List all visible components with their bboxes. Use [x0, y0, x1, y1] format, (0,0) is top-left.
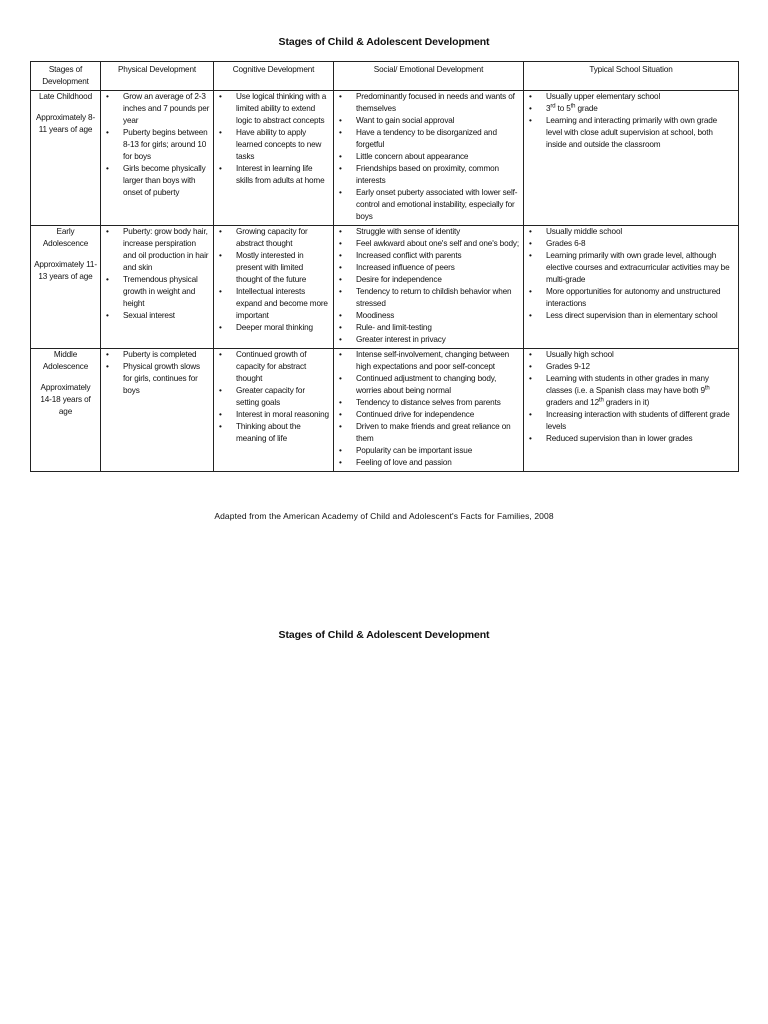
list-item: • Interest in learning life skills from adults at home: [217, 163, 330, 187]
cognitive-cell: [214, 349, 334, 472]
list-item: • Grow an average of 2-3 inches and 7 pounds per year: [104, 91, 210, 127]
list-item: • Puberty: grow body hair, increase perspiration and oil production in hair and skin: [104, 226, 210, 274]
list-item: • Interest in moral reasoning: [217, 409, 330, 421]
list-item: • Learning with students in other grades in many classes (i.e. a Spanish class may have both 9th graders and 12th graders in it): [527, 373, 735, 409]
cognitive-list: [217, 91, 330, 187]
list-item: • Intellectual interests expand and become more important: [217, 286, 330, 322]
table-row: [31, 226, 739, 349]
list-item: • More opportunities for autonomy and unstructured interactions: [527, 286, 735, 310]
list-item: • Have a tendency to be disorganized and forgetful: [337, 127, 520, 151]
list-item: • Desire for independence: [337, 274, 520, 286]
list-item: • Early onset puberty associated with lower self-control and emotional instability, especially for boys: [337, 187, 520, 223]
list-item: • Increasing interaction with students of different grade levels: [527, 409, 735, 433]
list-item: • Tendency to distance selves from parents: [337, 397, 520, 409]
list-item: • Increased influence of peers: [337, 262, 520, 274]
list-item: • Feeling of love and passion: [337, 457, 520, 469]
stage-cell: [31, 349, 101, 472]
social-list: [337, 91, 520, 223]
list-item: • Continued adjustment to changing body, worries about being normal: [337, 373, 520, 397]
list-item: • Intense self-involvement, changing between high expectations and poor self-concept: [337, 349, 520, 373]
cognitive-list: [217, 226, 330, 334]
list-item: • Tremendous physical growth in weight and height: [104, 274, 210, 310]
list-item: • Rule- and limit-testing: [337, 322, 520, 334]
social-list: [337, 226, 520, 346]
list-item: • Friendships based on proximity, common interests: [337, 163, 520, 187]
stage-cell: [31, 91, 101, 226]
list-item: • Tendency to return to childish behavior when stressed: [337, 286, 520, 310]
list-item: • Have ability to apply learned concepts to new tasks: [217, 127, 330, 163]
header-physical: Physical Development: [101, 62, 214, 91]
list-item: • Reduced supervision than in lower grades: [527, 433, 735, 445]
list-item: • Sexual interest: [104, 310, 210, 322]
list-item: • Usually upper elementary school: [527, 91, 735, 103]
school-list: [527, 91, 735, 151]
social-cell: [334, 91, 524, 226]
physical-list: [104, 226, 210, 322]
stage-cell: [31, 226, 101, 349]
list-item: • Little concern about appearance: [337, 151, 520, 163]
list-item: • Learning primarily with own grade level, although elective courses and extracurricular activities may be multi-grade: [527, 250, 735, 286]
physical-cell: [101, 91, 214, 226]
list-item: • Continued growth of capacity for abstract thought: [217, 349, 330, 385]
source-caption: Adapted from the American Academy of Child and Adolescent's Facts for Families, 2008: [214, 511, 554, 521]
list-item: • Physical growth slows for girls, continues for boys: [104, 361, 210, 397]
list-item: • Moodiness: [337, 310, 520, 322]
cognitive-cell: [214, 226, 334, 349]
list-item: • Less direct supervision than in elementary school: [527, 310, 735, 322]
list-item: • Mostly interested in present with limited thought of the future: [217, 250, 330, 286]
school-list: [527, 349, 735, 445]
table-row: [31, 91, 739, 226]
social-cell: [334, 349, 524, 472]
list-item: • Struggle with sense of identity: [337, 226, 520, 238]
list-item: • Driven to make friends and great reliance on them: [337, 421, 520, 445]
list-item: • 3rd to 5th grade: [527, 103, 735, 115]
list-item: • Continued drive for independence: [337, 409, 520, 421]
list-item: • Learning and interacting primarily with own grade level with close adult supervision at school, both inside and outside the classroom: [527, 115, 735, 151]
list-item: • Predominantly focused in needs and wants of themselves: [337, 91, 520, 115]
list-item: • Use logical thinking with a limited ability to extend logic to abstract concepts: [217, 91, 330, 127]
stage-name: Early Adolescence: [42, 227, 89, 248]
stage-name: Middle Adolescence: [42, 350, 89, 371]
cognitive-list: [217, 349, 330, 445]
list-item: • Usually middle school: [527, 226, 735, 238]
list-item: • Want to gain social approval: [337, 115, 520, 127]
development-stages-table: [30, 61, 739, 472]
stage-age: Approximately 8-11 years of age: [35, 113, 96, 134]
list-item: • Popularity can be important issue: [337, 445, 520, 457]
physical-cell: [101, 226, 214, 349]
header-school: Typical School Situation: [524, 62, 739, 91]
school-cell: [524, 91, 739, 226]
list-item: • Greater capacity for setting goals: [217, 385, 330, 409]
list-item: • Usually high school: [527, 349, 735, 361]
table-row: [31, 349, 739, 472]
list-item: • Deeper moral thinking: [217, 322, 330, 334]
list-item: • Puberty is completed: [104, 349, 210, 361]
second-page-title: Stages of Child & Adolescent Development: [278, 629, 490, 641]
list-item: • Grades 6-8: [527, 238, 735, 250]
header-stages: Stages of Development: [31, 62, 101, 91]
school-cell: [524, 349, 739, 472]
physical-list: [104, 91, 210, 199]
school-cell: [524, 226, 739, 349]
list-item: • Grades 9-12: [527, 361, 735, 373]
list-item: • Increased conflict with parents: [337, 250, 520, 262]
header-social: Social/ Emotional Development: [334, 62, 524, 91]
social-cell: [334, 226, 524, 349]
stage-age: Approximately 11-13 years of age: [34, 260, 97, 281]
document-title: Stages of Child & Adolescent Development: [278, 36, 490, 48]
list-item: • Puberty begins between 8-13 for girls; around 10 for boys: [104, 127, 210, 163]
school-list: [527, 226, 735, 322]
list-item: • Feel awkward about one's self and one's body;: [337, 238, 520, 250]
table-header-row: [31, 62, 739, 91]
list-item: • Girls become physically larger than boys with onset of puberty: [104, 163, 210, 199]
list-item: • Thinking about the meaning of life: [217, 421, 330, 445]
physical-list: [104, 349, 210, 397]
list-item: • Growing capacity for abstract thought: [217, 226, 330, 250]
cognitive-cell: [214, 91, 334, 226]
social-list: [337, 349, 520, 469]
list-item: • Greater interest in privacy: [337, 334, 520, 346]
stage-name: Late Childhood: [39, 92, 92, 101]
header-cognitive: Cognitive Development: [214, 62, 334, 91]
stage-age: Approximately 14-18 years of age: [40, 383, 91, 416]
physical-cell: [101, 349, 214, 472]
